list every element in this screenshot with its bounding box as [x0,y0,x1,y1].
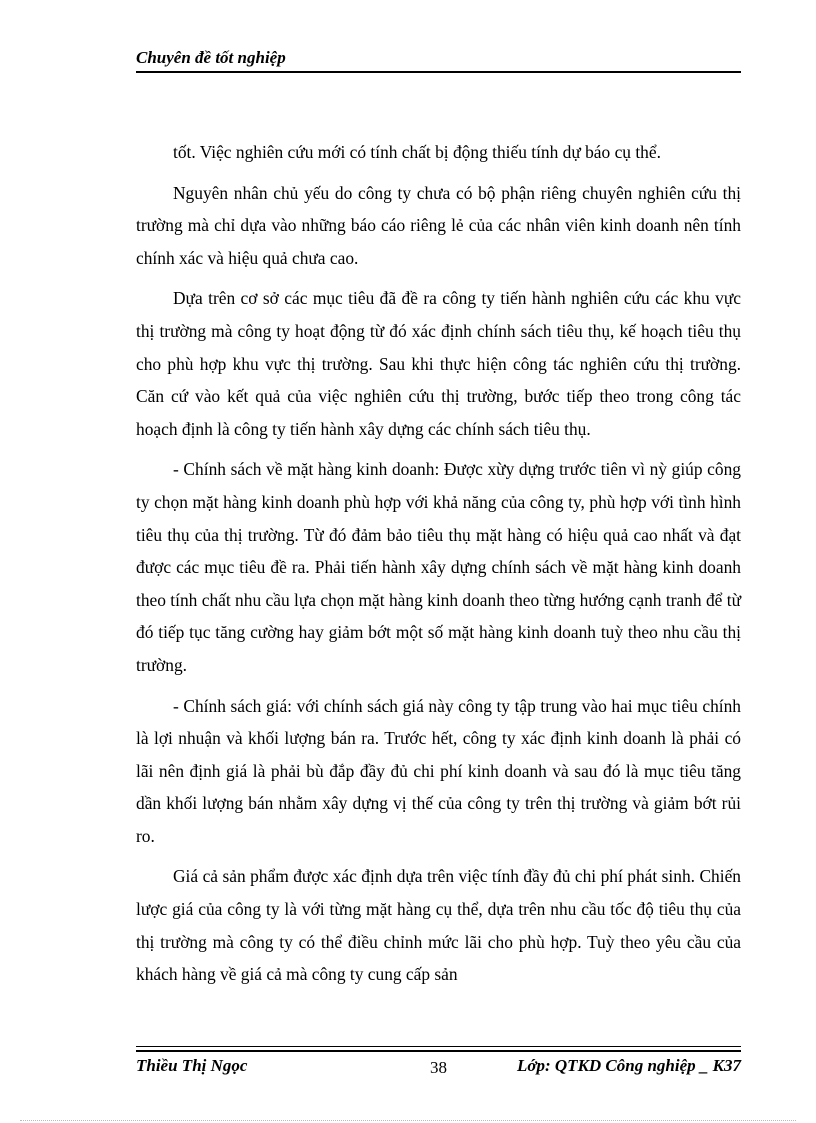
paragraph: Dựa trên cơ sở các mục tiêu đã đề ra công ty tiến hành nghiên cứu các khu vực thị trường mà công ty hoạt động từ đó xác định chính sách tiêu thụ, kế hoạch tiêu thụ cho phù hợp khu vực thị trường. Sau khi thực hiện công tác nghiên cứu thị trường. Căn cứ vào kết quả của việc nghiên cứu thị trường, bước tiếp theo trong công tác hoạch định là công ty tiến hành xây dựng các chính sách tiêu thụ. [136,288,741,439]
page-number: 38 [430,1058,447,1077]
paragraph: - Chính sách giá: với chính sách giá này công ty tập trung vào hai mục tiêu chính là lợi nhuận và khối lượng bán ra. Trước hết, công ty xác định kinh doanh là phải có lãi nên định giá là phải bù đắp đầy đủ chi phí kinh doanh và sau đó là mục tiêu tăng dần khối lượng bán nhằm xây dựng vị thế của công ty trên thị trường và giảm bớt rủi ro. [136,695,741,846]
paragraph: - Chính sách về mặt hàng kinh doanh: Được xừy dựng trước tiên vì nỳ giúp công ty chọn mặt hàng kinh doanh phù hợp với khả năng của công ty, phù hợp với tình hình tiêu thụ của thị trường. Từ đó đảm bảo tiêu thụ mặt hàng có hiệu quả cao nhất và đạt được các mục tiêu đề ra. Phải tiến hành xây dựng chính sách về mặt hàng kinh doanh theo tính chất nhu cầu lựa chọn mặt hàng kinh doanh theo từng hướng cạnh tranh để từ đó tiếp tục tăng cường hay giảm bớt một số mặt hàng kinh doanh tuỳ theo nhu cầu thị trường. [136,459,741,675]
page-footer [136,1046,741,1086]
page-edge-divider [20,1120,796,1121]
footer-author: Thiều Thị Ngọc [136,1056,248,1075]
footer-class-label: Lớp: QTKD Công nghiệp _ K37 [516,1056,741,1075]
document-body [136,136,741,999]
header-rule [136,71,741,73]
paragraph: Giá cả sản phẩm được xác định dựa trên việc tính đầy đủ chi phí phát sinh. Chiến lược giá của công ty là với từng mặt hàng cụ thể, dựa trên nhu cầu tốc độ tiêu thụ của thị trường mà công ty có thể điều chỉnh mức lãi cho phù hợp. Tuỳ theo yêu cầu của khách hàng về giá cả mà công ty cung cấp sản [136,866,741,985]
header-title: Chuyên đề tốt nghiệp [136,48,286,67]
footer-rule [136,1046,741,1052]
paragraph: Nguyên nhân chủ yếu do công ty chưa có bộ phận riêng chuyên nghiên cứu thị trường mà chỉ dựa vào những báo cáo riêng lẻ của các nhân viên kinh doanh nên tính chính xác và hiệu quả chưa cao. [136,182,741,268]
paragraph: tốt. Việc nghiên cứu mới có tính chất bị động thiếu tính dự báo cụ thể. [173,142,661,162]
page-header [136,48,741,72]
